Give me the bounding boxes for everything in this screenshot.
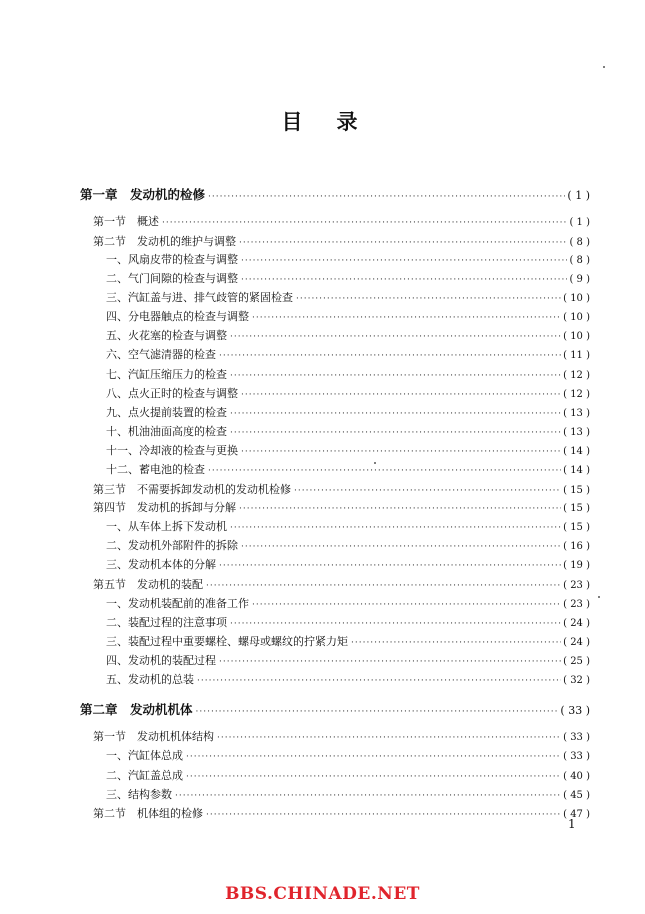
toc-entry-item — [106, 366, 590, 382]
toc-entry-page: ( 33 ) — [563, 751, 590, 762]
toc-entry-page: ( 8 ) — [569, 255, 590, 266]
toc-entry-label: 第二节 发动机的维护与调整 — [93, 235, 236, 248]
toc-leader-dots — [197, 676, 561, 686]
toc-leader-dots — [241, 447, 561, 457]
toc-entry-page: ( 13 ) — [563, 408, 590, 419]
toc-entry-label: 一、从车体上拆下发动机 — [106, 520, 227, 533]
toc-entry-section — [93, 805, 590, 821]
toc-entry-page: ( 12 ) — [563, 370, 590, 381]
toc-leader-dots — [206, 810, 561, 820]
toc-entry-label: 二、汽缸盖总成 — [106, 769, 183, 782]
toc-entry-label: 十、机油油面高度的检查 — [106, 425, 227, 438]
toc-entry-page: ( 10 ) — [563, 293, 590, 304]
toc-entry-page: ( 10 ) — [563, 331, 590, 342]
toc-entry-page: ( 19 ) — [563, 560, 590, 571]
toc-entry-page: ( 13 ) — [563, 427, 590, 438]
toc-entry-page: ( 15 ) — [563, 485, 590, 496]
toc-entry-label: 五、发动机的总装 — [106, 673, 194, 686]
toc-leader-dots — [230, 523, 561, 533]
toc-leader-dots — [241, 275, 567, 285]
toc-entry-item — [106, 442, 590, 458]
toc-leader-dots — [239, 238, 567, 248]
toc-entry-chapter — [80, 700, 590, 718]
toc-entry-page: ( 16 ) — [563, 541, 590, 552]
toc-entry-page: ( 24 ) — [563, 637, 590, 648]
toc-entry-page: ( 8 ) — [569, 237, 590, 248]
toc-leader-dots — [208, 192, 565, 202]
toc-entry-page: ( 32 ) — [563, 675, 590, 686]
toc-entry-label: 三、发动机本体的分解 — [106, 558, 216, 571]
toc-leader-dots — [230, 428, 561, 438]
toc-entry-item — [106, 404, 590, 420]
toc-leader-dots — [175, 791, 561, 801]
toc-leader-dots — [241, 256, 567, 266]
watermark: BBS.CHINADE.NET — [225, 884, 420, 904]
toc-entry-page: ( 11 ) — [563, 350, 590, 361]
toc-entry-label: 第一节 发动机机体结构 — [93, 730, 214, 743]
toc-leader-dots — [230, 371, 561, 381]
toc-entry-label: 一、发动机装配前的准备工作 — [106, 597, 249, 610]
toc-entry-item — [106, 346, 590, 362]
scan-speck — [603, 66, 605, 68]
toc-entry-label: 第二章 发动机机体 — [80, 702, 193, 717]
toc-leader-dots — [217, 733, 561, 743]
toc-entry-item — [106, 633, 590, 649]
toc-entry-item — [106, 385, 590, 401]
toc-entry-label: 三、装配过程中重要螺栓、螺母或螺纹的拧紧力矩 — [106, 635, 348, 648]
toc-entry-section — [93, 728, 590, 744]
toc-entry-label: 一、汽缸体总成 — [106, 749, 183, 762]
toc-entry-label: 二、装配过程的注意事项 — [106, 616, 227, 629]
toc-entry-page: ( 1 ) — [569, 217, 590, 228]
toc-leader-dots — [206, 581, 561, 591]
toc-entry-page: ( 24 ) — [563, 618, 590, 629]
toc-entry-item — [106, 747, 590, 763]
toc-entry-section — [93, 481, 590, 497]
toc-entry-item — [106, 423, 590, 439]
toc-entry-section — [93, 576, 590, 592]
toc-entry-page: ( 45 ) — [563, 790, 590, 801]
toc-entry-item — [106, 614, 590, 630]
toc-leader-dots — [239, 504, 561, 514]
toc-entry-page: ( 14 ) — [563, 446, 590, 457]
toc-entry-label: 第一章 发动机的检修 — [80, 187, 206, 202]
toc-leader-dots — [230, 332, 561, 342]
toc-leader-dots — [219, 657, 561, 667]
toc-leader-dots — [208, 466, 561, 476]
toc-entry-page: ( 23 ) — [563, 599, 590, 610]
toc-entry-page: ( 47 ) — [563, 809, 590, 820]
toc-entry-item — [106, 251, 590, 267]
toc-entry-label: 五、火花塞的检查与调整 — [106, 329, 227, 342]
toc-entry-label: 三、结构参数 — [106, 788, 172, 801]
toc-entry-page: ( 33 ) — [560, 704, 590, 717]
toc-entry-page: ( 40 ) — [563, 771, 590, 782]
toc-leader-dots — [186, 752, 561, 762]
toc-entry-label: 九、点火提前装置的检查 — [106, 406, 227, 419]
toc-entry-page: ( 15 ) — [563, 503, 590, 514]
toc-entry-label: 八、点火正时的检查与调整 — [106, 387, 238, 400]
toc-leader-dots — [241, 542, 561, 552]
toc-leader-dots — [230, 409, 561, 419]
toc-leader-dots — [230, 619, 561, 629]
toc-entry-label: 四、分电器触点的检查与调整 — [106, 310, 249, 323]
toc-entry-label: 四、发动机的装配过程 — [106, 654, 216, 667]
scan-speck — [374, 462, 376, 464]
toc-entry-page: ( 23 ) — [563, 580, 590, 591]
toc-entry-item — [106, 308, 590, 324]
toc-entry-page: ( 10 ) — [563, 312, 590, 323]
toc-entry-page: ( 14 ) — [563, 465, 590, 476]
toc-leader-dots — [294, 486, 561, 496]
toc-entry-item — [106, 518, 590, 534]
toc-entry-item — [106, 537, 590, 553]
toc-entry-label: 二、发动机外部附件的拆除 — [106, 539, 238, 552]
toc-entry-section — [93, 213, 590, 229]
toc-entry-label: 第四节 发动机的拆卸与分解 — [93, 501, 236, 514]
toc-leader-dots — [219, 561, 561, 571]
toc-entry-item — [106, 652, 590, 668]
toc-title-left: 目 — [281, 110, 309, 134]
toc-entry-item — [106, 461, 590, 477]
toc-entry-item — [106, 270, 590, 286]
toc-leader-dots — [186, 772, 561, 782]
toc-entry-item — [106, 556, 590, 572]
toc-leader-dots — [219, 351, 561, 361]
toc-title — [0, 106, 645, 136]
toc-entry-label: 第一节 概述 — [93, 215, 159, 228]
toc-entry-item — [106, 786, 590, 802]
toc-entry-label: 第五节 发动机的装配 — [93, 578, 203, 591]
toc-entry-section — [93, 499, 590, 515]
toc-entry-label: 三、汽缸盖与进、排气歧管的紧固检查 — [106, 291, 293, 304]
toc-entry-section — [93, 233, 590, 249]
toc-entry-label: 第三节 不需要拆卸发动机的发动机检修 — [93, 483, 291, 496]
toc-entry-chapter — [80, 185, 590, 203]
toc-leader-dots — [162, 218, 567, 228]
toc-entry-item — [106, 289, 590, 305]
toc-entry-label: 六、空气滤清器的检查 — [106, 348, 216, 361]
toc-entry-page: ( 15 ) — [563, 522, 590, 533]
toc-entry-label: 十一、冷却液的检查与更换 — [106, 444, 238, 457]
toc-leader-dots — [296, 294, 561, 304]
toc-leader-dots — [351, 638, 561, 648]
toc-entry-item — [106, 767, 590, 783]
toc-entry-label: 七、汽缸压缩压力的检查 — [106, 368, 227, 381]
toc-entry-label: 第二节 机体组的检修 — [93, 807, 203, 820]
toc-entry-item — [106, 595, 590, 611]
toc-entry-page: ( 9 ) — [569, 274, 590, 285]
toc-title-right: 录 — [336, 110, 364, 134]
toc-leader-dots — [252, 600, 561, 610]
toc-entry-item — [106, 671, 590, 687]
toc-entry-label: 十二、蓄电池的检查 — [106, 463, 205, 476]
toc-entry-item — [106, 327, 590, 343]
toc-entry-page: ( 33 ) — [563, 732, 590, 743]
toc-entry-label: 二、气门间隙的检查与调整 — [106, 272, 238, 285]
toc-leader-dots — [196, 707, 559, 717]
toc-entry-label: 一、风扇皮带的检查与调整 — [106, 253, 238, 266]
toc-entry-page: ( 12 ) — [563, 389, 590, 400]
toc-entry-page: ( 1 ) — [567, 189, 590, 202]
toc-leader-dots — [252, 313, 561, 323]
page-number: 1 — [568, 817, 576, 831]
toc-leader-dots — [241, 390, 561, 400]
toc-entry-page: ( 25 ) — [563, 656, 590, 667]
scan-speck — [598, 596, 600, 598]
